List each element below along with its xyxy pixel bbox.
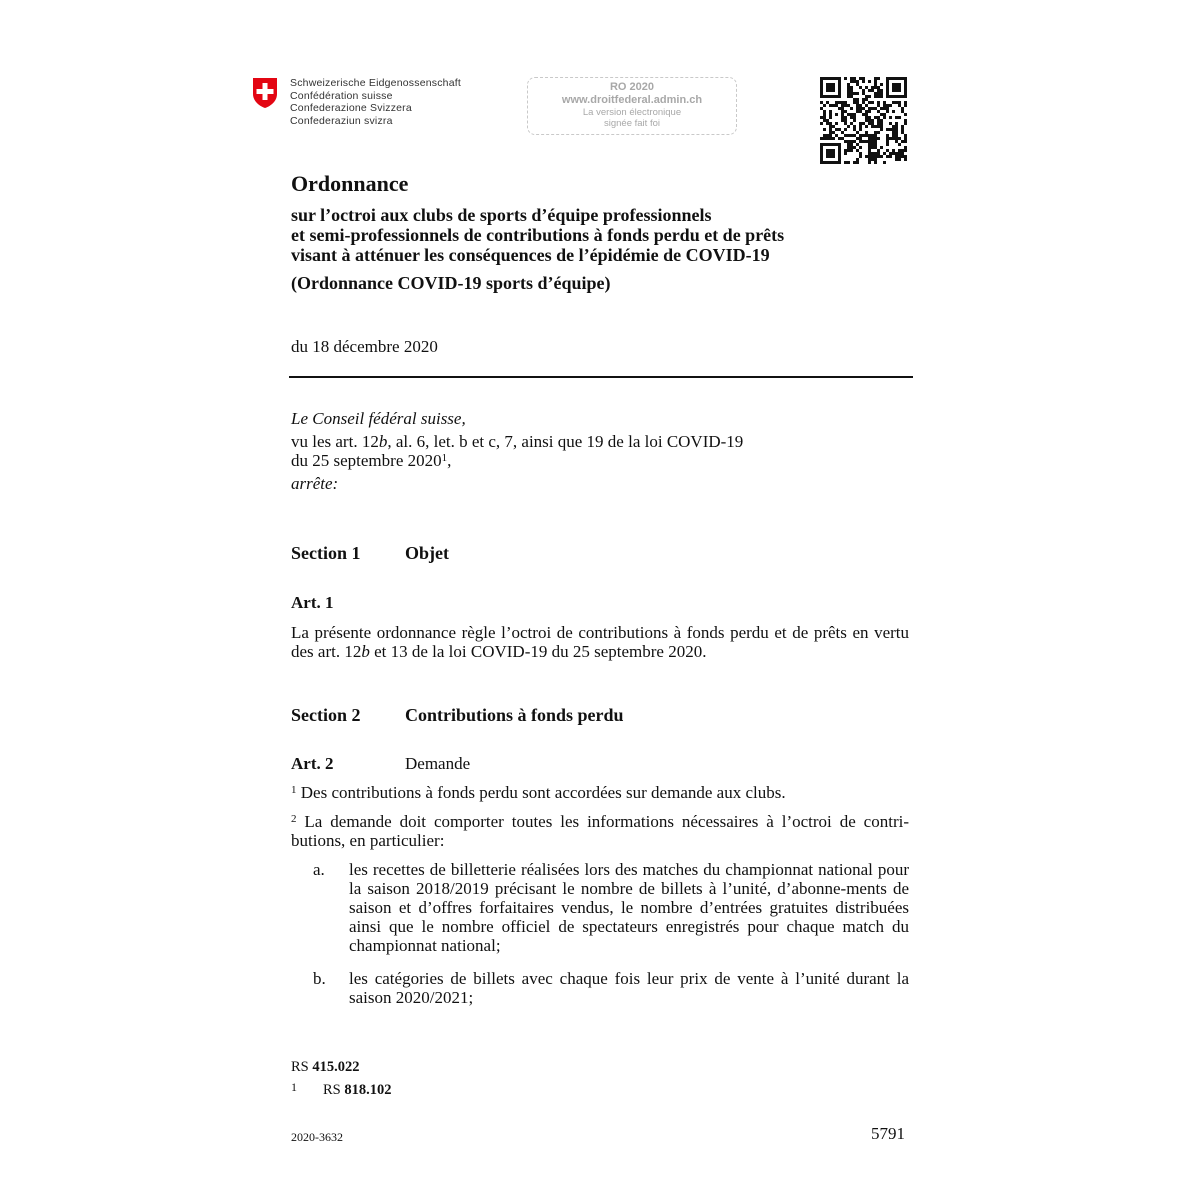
qr-code-icon xyxy=(820,77,907,164)
footnote-label: RS xyxy=(323,1082,345,1098)
article-title: Demande xyxy=(405,754,471,773)
footnote-value: 818.102 xyxy=(344,1082,392,1098)
paragraph-2 xyxy=(291,812,909,850)
page-number: 5791 xyxy=(871,1124,905,1143)
legal-basis xyxy=(291,432,911,451)
list-item-letter: b. xyxy=(313,969,326,988)
section-number: Section 2 xyxy=(291,705,361,725)
confederation-names xyxy=(290,77,461,127)
confederation-name-it: Confederazione Svizzera xyxy=(290,102,412,114)
subtitle-line: et semi-professionnels de contributions à fonds perdu et de prêts xyxy=(291,225,785,245)
title-divider xyxy=(289,376,913,378)
stamp-text-1: La version électronique xyxy=(582,107,682,118)
article-1-text xyxy=(291,623,909,661)
footnote-1 xyxy=(291,1080,392,1099)
list-item-text: les catégories de billets avec chaque fois leur prix de vente à l’unité durant la saison 2020/2021; xyxy=(349,969,909,1007)
decree: arrête: xyxy=(291,474,339,493)
article-text: La présente ordonnance règle l’octroi de contributions à fonds perdu et de prêts en vertu des art. 12 xyxy=(291,623,909,661)
subtitle-line: visant à atténuer les conséquences de l’épidémie de COVID-19 xyxy=(291,245,770,265)
legal-basis-date xyxy=(291,451,911,470)
issuing-authority: Le Conseil fédéral suisse, xyxy=(291,409,466,428)
article-1-heading xyxy=(291,593,405,613)
paragraph-text: Des contributions à fonds perdu sont accordées sur demande aux clubs. xyxy=(296,783,786,802)
footnote-ref: 1 xyxy=(441,452,448,464)
legal-basis-letter: b xyxy=(378,432,388,451)
section-2-heading xyxy=(291,705,624,726)
section-1-heading xyxy=(291,543,449,564)
confederation-name-de: Schweizerische Eidgenossenschaft xyxy=(290,77,461,89)
rs-label: RS xyxy=(291,1059,313,1075)
legal-basis-text: , al. 6, let. b et c, 7, ainsi que 19 de la loi COVID-19 xyxy=(387,432,744,451)
legal-basis-punct: , xyxy=(447,451,452,470)
paragraph-number: 2 xyxy=(291,813,297,825)
stamp-ro: RO 2020 xyxy=(609,81,655,93)
legal-basis-text: vu les art. 12 xyxy=(291,432,379,451)
footnote-number: 1 xyxy=(291,1080,297,1094)
document-title: Ordonnance xyxy=(291,171,409,196)
document-date: du 18 décembre 2020 xyxy=(291,337,438,356)
document-subtitle xyxy=(291,205,784,265)
article-number: Art. 2 xyxy=(291,754,334,773)
article-text-letter: b xyxy=(361,642,370,661)
rs-number xyxy=(291,1059,360,1076)
article-text: et 13 de la loi COVID-19 du 25 septembre 2020. xyxy=(369,642,707,661)
confederation-name-fr: Confédération suisse xyxy=(290,89,393,102)
article-number: Art. 1 xyxy=(291,593,334,612)
confederation-name-rm: Confederaziun svizra xyxy=(290,114,393,127)
list-item-letter: a. xyxy=(313,860,325,879)
paragraph-number: 1 xyxy=(291,784,297,796)
document-id: 2020-3632 xyxy=(291,1130,343,1144)
stamp-text-2: signée fait foi xyxy=(604,118,660,129)
section-title: Contributions à fonds perdu xyxy=(405,705,624,725)
swiss-cross-icon xyxy=(252,77,278,109)
rs-value: 415.022 xyxy=(312,1059,360,1075)
stamp-url: www.droitfederal.admin.ch xyxy=(561,94,703,106)
article-2-heading xyxy=(291,754,470,774)
legal-basis-date-text: du 25 septembre 2020 xyxy=(291,451,442,470)
short-title: (Ordonnance COVID-19 sports d’équipe) xyxy=(291,273,611,293)
section-title: Objet xyxy=(405,543,449,563)
preamble xyxy=(291,409,911,497)
paragraph-text: La demande doit comporter toutes les informations nécessaires à l’octroi de contri-butions, en particulier: xyxy=(291,812,909,850)
signature-stamp xyxy=(527,77,737,135)
section-number: Section 1 xyxy=(291,543,361,563)
subtitle-line: sur l’octroi aux clubs de sports d’équipe professionnels xyxy=(291,205,712,225)
paragraph-1 xyxy=(291,783,909,802)
list-item-text: les recettes de billetterie réalisées lors des matches du championnat national pour la saison 2018/2019 précisant le nombre de billets à l’unité, d’abonne-ments de saison et d’offres forfaitaires vendus, le nombre d’entrées gratuites distribuées ainsi que le nombre officiel de spectateurs enregistrés pour chaque match du championnat national; xyxy=(349,860,909,955)
